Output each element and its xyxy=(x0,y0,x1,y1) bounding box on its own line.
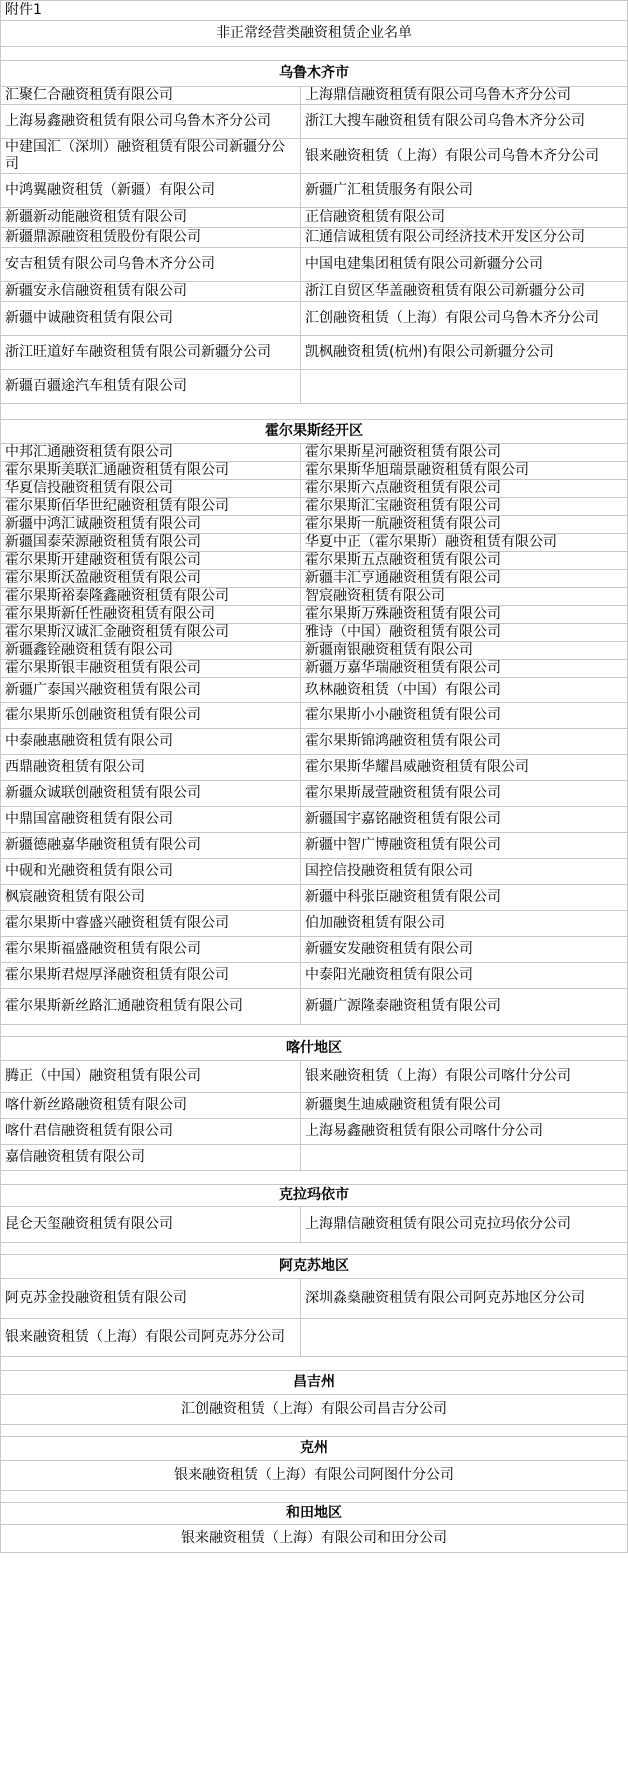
company-cell: 华夏信投融资租赁有限公司 xyxy=(1,480,301,498)
table-row xyxy=(1,703,628,729)
company-cell: 上海易鑫融资租赁有限公司乌鲁木齐分公司 xyxy=(1,105,301,139)
table-row xyxy=(1,208,628,228)
region-title-aksu: 阿克苏地区 xyxy=(1,1255,628,1279)
company-cell: 新疆众诚联创融资租赁有限公司 xyxy=(1,781,301,807)
blank-cell xyxy=(1,1357,628,1371)
blank-cell xyxy=(1,47,628,61)
company-cell: 霍尔果斯万殊融资租赁有限公司 xyxy=(301,606,628,624)
company-cell: 新疆万嘉华瑞融资租赁有限公司 xyxy=(301,660,628,678)
table-row xyxy=(1,1319,628,1357)
company-cell: 霍尔果斯裕泰隆鑫融资租赁有限公司 xyxy=(1,588,301,606)
table-row xyxy=(1,1093,628,1119)
company-cell: 中泰阳光融资租赁有限公司 xyxy=(301,963,628,989)
table-row xyxy=(1,807,628,833)
company-cell: 新疆鼎源融资租赁股份有限公司 xyxy=(1,228,301,248)
company-cell: 安吉租赁有限公司乌鲁木齐分公司 xyxy=(1,248,301,282)
region-title-kashgar: 喀什地区 xyxy=(1,1037,628,1061)
company-cell: 霍尔果斯小小融资租赁有限公司 xyxy=(301,703,628,729)
company-cell: 新疆国宇嘉铭融资租赁有限公司 xyxy=(301,807,628,833)
table-row xyxy=(1,105,628,139)
table-row xyxy=(1,1061,628,1093)
table-row xyxy=(1,781,628,807)
table-row xyxy=(1,444,628,462)
region-header-khorgos xyxy=(1,420,628,444)
company-cell: 新疆国泰荣源融资租赁有限公司 xyxy=(1,534,301,552)
company-cell: 新疆鑫铨融资租赁有限公司 xyxy=(1,642,301,660)
company-cell: 霍尔果斯华旭瑞景融资租赁有限公司 xyxy=(301,462,628,480)
region-title-karamay: 克拉玛依市 xyxy=(1,1185,628,1207)
region-header-karamay xyxy=(1,1185,628,1207)
company-cell: 霍尔果斯汉诚汇金融资租赁有限公司 xyxy=(1,624,301,642)
table-row xyxy=(1,588,628,606)
company-cell: 霍尔果斯银丰融资租赁有限公司 xyxy=(1,660,301,678)
company-cell xyxy=(301,1145,628,1171)
company-cell: 新疆中诚融资租赁有限公司 xyxy=(1,302,301,336)
table-row xyxy=(1,678,628,703)
blank-row xyxy=(1,1357,628,1371)
company-cell: 中鸿翼融资租赁（新疆）有限公司 xyxy=(1,174,301,208)
company-cell: 中建国汇（深圳）融资租赁有限公司新疆分公司 xyxy=(1,139,301,174)
table-row xyxy=(1,534,628,552)
company-cell: 新疆百疆途汽车租赁有限公司 xyxy=(1,370,301,404)
table-row xyxy=(1,139,628,174)
company-cell: 霍尔果斯晟萱融资租赁有限公司 xyxy=(301,781,628,807)
company-cell: 汇通信诚租赁有限公司经济技术开发区分公司 xyxy=(301,228,628,248)
company-cell: 西鼎融资租赁有限公司 xyxy=(1,755,301,781)
table-row xyxy=(1,729,628,755)
blank-row xyxy=(1,404,628,420)
region-header-urumqi xyxy=(1,61,628,87)
company-cell: 新疆奥生迪威融资租赁有限公司 xyxy=(301,1093,628,1119)
table-row xyxy=(1,642,628,660)
company-cell: 中邦汇通融资租赁有限公司 xyxy=(1,444,301,462)
company-cell xyxy=(301,370,628,404)
company-cell: 新疆中智广博融资租赁有限公司 xyxy=(301,833,628,859)
company-cell: 上海鼎信融资租赁有限公司克拉玛依分公司 xyxy=(301,1207,628,1243)
company-cell: 霍尔果斯君煜厚泽融资租赁有限公司 xyxy=(1,963,301,989)
table-row xyxy=(1,248,628,282)
company-cell: 银来融资租赁（上海）有限公司阿图什分公司 xyxy=(1,1461,628,1491)
company-cell: 霍尔果斯华耀昌威融资租赁有限公司 xyxy=(301,755,628,781)
company-cell: 霍尔果斯新任性融资租赁有限公司 xyxy=(1,606,301,624)
table-row xyxy=(1,660,628,678)
page-title: 非正常经营类融资租赁企业名单 xyxy=(1,21,628,47)
company-cell: 中泰融惠融资租赁有限公司 xyxy=(1,729,301,755)
table-row xyxy=(1,480,628,498)
company-cell xyxy=(301,1319,628,1357)
region-title-khorgos: 霍尔果斯经开区 xyxy=(1,420,628,444)
company-cell: 霍尔果斯开建融资租赁有限公司 xyxy=(1,552,301,570)
table-row xyxy=(1,87,628,105)
company-cell: 银来融资租赁（上海）有限公司和田分公司 xyxy=(1,1525,628,1553)
table-row xyxy=(1,498,628,516)
region-header-kashgar xyxy=(1,1037,628,1061)
company-cell: 中砚和光融资租赁有限公司 xyxy=(1,859,301,885)
blank-row xyxy=(1,1025,628,1037)
company-cell: 嘉信融资租赁有限公司 xyxy=(1,1145,301,1171)
company-cell: 腾正（中国）融资租赁有限公司 xyxy=(1,1061,301,1093)
company-cell: 霍尔果斯一航融资租赁有限公司 xyxy=(301,516,628,534)
table-row xyxy=(1,963,628,989)
company-cell: 中鼎国富融资租赁有限公司 xyxy=(1,807,301,833)
company-cell: 浙江大搜车融资租赁有限公司乌鲁木齐分公司 xyxy=(301,105,628,139)
company-cell: 新疆中鸿汇诚融资租赁有限公司 xyxy=(1,516,301,534)
table-row xyxy=(1,859,628,885)
company-cell: 玖林融资租赁（中国）有限公司 xyxy=(301,678,628,703)
company-cell: 霍尔果斯佰华世纪融资租赁有限公司 xyxy=(1,498,301,516)
company-cell: 正信融资租赁有限公司 xyxy=(301,208,628,228)
table-row xyxy=(1,174,628,208)
company-cell: 智宸融资租赁有限公司 xyxy=(301,588,628,606)
blank-row xyxy=(1,1243,628,1255)
table-row xyxy=(1,1207,628,1243)
table-row xyxy=(1,228,628,248)
company-cell: 浙江自贸区华盖融资租赁有限公司新疆分公司 xyxy=(301,282,628,302)
blank-cell xyxy=(1,1171,628,1185)
table-row xyxy=(1,282,628,302)
company-cell: 霍尔果斯美联汇通融资租赁有限公司 xyxy=(1,462,301,480)
attachment-label: 附件1 xyxy=(1,1,628,21)
table-body xyxy=(1,1,628,1553)
company-cell: 新疆南银融资租赁有限公司 xyxy=(301,642,628,660)
company-cell: 霍尔果斯乐创融资租赁有限公司 xyxy=(1,703,301,729)
blank-cell xyxy=(1,404,628,420)
company-cell: 霍尔果斯福盛融资租赁有限公司 xyxy=(1,937,301,963)
company-cell: 新疆广泰国兴融资租赁有限公司 xyxy=(1,678,301,703)
blank-cell xyxy=(1,1025,628,1037)
company-cell: 深圳淼燊融资租赁有限公司阿克苏地区分公司 xyxy=(301,1279,628,1319)
company-cell: 上海易鑫融资租赁有限公司喀什分公司 xyxy=(301,1119,628,1145)
company-cell: 银来融资租赁（上海）有限公司喀什分公司 xyxy=(301,1061,628,1093)
region-header-kizilsu xyxy=(1,1437,628,1461)
table-row xyxy=(1,624,628,642)
blank-row xyxy=(1,1425,628,1437)
company-cell: 新疆安发融资租赁有限公司 xyxy=(301,937,628,963)
company-cell: 银来融资租赁（上海）有限公司阿克苏分公司 xyxy=(1,1319,301,1357)
blank-cell xyxy=(1,1243,628,1255)
company-cell: 昆仑天玺融资租赁有限公司 xyxy=(1,1207,301,1243)
table-row xyxy=(1,606,628,624)
region-header-aksu xyxy=(1,1255,628,1279)
region-header-hotan xyxy=(1,1503,628,1525)
company-cell: 阿克苏金投融资租赁有限公司 xyxy=(1,1279,301,1319)
company-cell: 浙江旺道好车融资租赁有限公司新疆分公司 xyxy=(1,336,301,370)
company-cell: 新疆广源隆泰融资租赁有限公司 xyxy=(301,989,628,1025)
table-row xyxy=(1,911,628,937)
table-row xyxy=(1,570,628,588)
table-row xyxy=(1,1395,628,1425)
company-cell: 凯枫融资租赁(杭州)有限公司新疆分公司 xyxy=(301,336,628,370)
table-row xyxy=(1,833,628,859)
company-cell: 新疆丰汇亨通融资租赁有限公司 xyxy=(301,570,628,588)
table-row xyxy=(1,1525,628,1553)
company-cell: 新疆新动能融资租赁有限公司 xyxy=(1,208,301,228)
region-title-changji: 昌吉州 xyxy=(1,1371,628,1395)
company-cell: 喀什新丝路融资租赁有限公司 xyxy=(1,1093,301,1119)
blank-cell xyxy=(1,1491,628,1503)
region-title-kizilsu: 克州 xyxy=(1,1437,628,1461)
company-cell: 新疆安永信融资租赁有限公司 xyxy=(1,282,301,302)
company-cell: 霍尔果斯锦鸿融资租赁有限公司 xyxy=(301,729,628,755)
company-cell: 华夏中正（霍尔果斯）融资租赁有限公司 xyxy=(301,534,628,552)
company-cell: 上海鼎信融资租赁有限公司乌鲁木齐分公司 xyxy=(301,87,628,105)
attachment-row xyxy=(1,1,628,21)
company-cell: 新疆德融嘉华融资租赁有限公司 xyxy=(1,833,301,859)
table-row xyxy=(1,336,628,370)
table-row xyxy=(1,937,628,963)
company-cell: 霍尔果斯汇宝融资租赁有限公司 xyxy=(301,498,628,516)
company-cell: 汇聚仁合融资租赁有限公司 xyxy=(1,87,301,105)
company-cell: 霍尔果斯六点融资租赁有限公司 xyxy=(301,480,628,498)
company-cell: 霍尔果斯沃盈融资租赁有限公司 xyxy=(1,570,301,588)
title-row xyxy=(1,21,628,47)
table-row xyxy=(1,462,628,480)
company-cell: 枫宸融资租赁有限公司 xyxy=(1,885,301,911)
blank-row xyxy=(1,1171,628,1185)
company-cell: 霍尔果斯新丝路汇通融资租赁有限公司 xyxy=(1,989,301,1025)
table-row xyxy=(1,1461,628,1491)
table-row xyxy=(1,370,628,404)
company-cell: 汇创融资租赁（上海）有限公司昌吉分公司 xyxy=(1,1395,628,1425)
table-row xyxy=(1,516,628,534)
table-row xyxy=(1,1279,628,1319)
table-row xyxy=(1,755,628,781)
table-row xyxy=(1,885,628,911)
table-row xyxy=(1,302,628,336)
region-title-urumqi: 乌鲁木齐市 xyxy=(1,61,628,87)
company-cell: 霍尔果斯中睿盛兴融资租赁有限公司 xyxy=(1,911,301,937)
company-cell: 新疆中科张臣融资租赁有限公司 xyxy=(301,885,628,911)
company-cell: 霍尔果斯五点融资租赁有限公司 xyxy=(301,552,628,570)
region-title-hotan: 和田地区 xyxy=(1,1503,628,1525)
company-cell: 银来融资租赁（上海）有限公司乌鲁木齐分公司 xyxy=(301,139,628,174)
company-cell: 喀什君信融资租赁有限公司 xyxy=(1,1119,301,1145)
company-cell: 霍尔果斯星河融资租赁有限公司 xyxy=(301,444,628,462)
company-cell: 中国电建集团租赁有限公司新疆分公司 xyxy=(301,248,628,282)
table-row xyxy=(1,552,628,570)
blank-cell xyxy=(1,1425,628,1437)
company-cell: 新疆广汇租赁服务有限公司 xyxy=(301,174,628,208)
region-header-changji xyxy=(1,1371,628,1395)
blank-row xyxy=(1,1491,628,1503)
table-row xyxy=(1,989,628,1025)
company-cell: 伯加融资租赁有限公司 xyxy=(301,911,628,937)
company-cell: 雅诗（中国）融资租赁有限公司 xyxy=(301,624,628,642)
table-row xyxy=(1,1145,628,1171)
blank-row xyxy=(1,47,628,61)
company-cell: 汇创融资租赁（上海）有限公司乌鲁木齐分公司 xyxy=(301,302,628,336)
company-cell: 国控信投融资租赁有限公司 xyxy=(301,859,628,885)
table-row xyxy=(1,1119,628,1145)
